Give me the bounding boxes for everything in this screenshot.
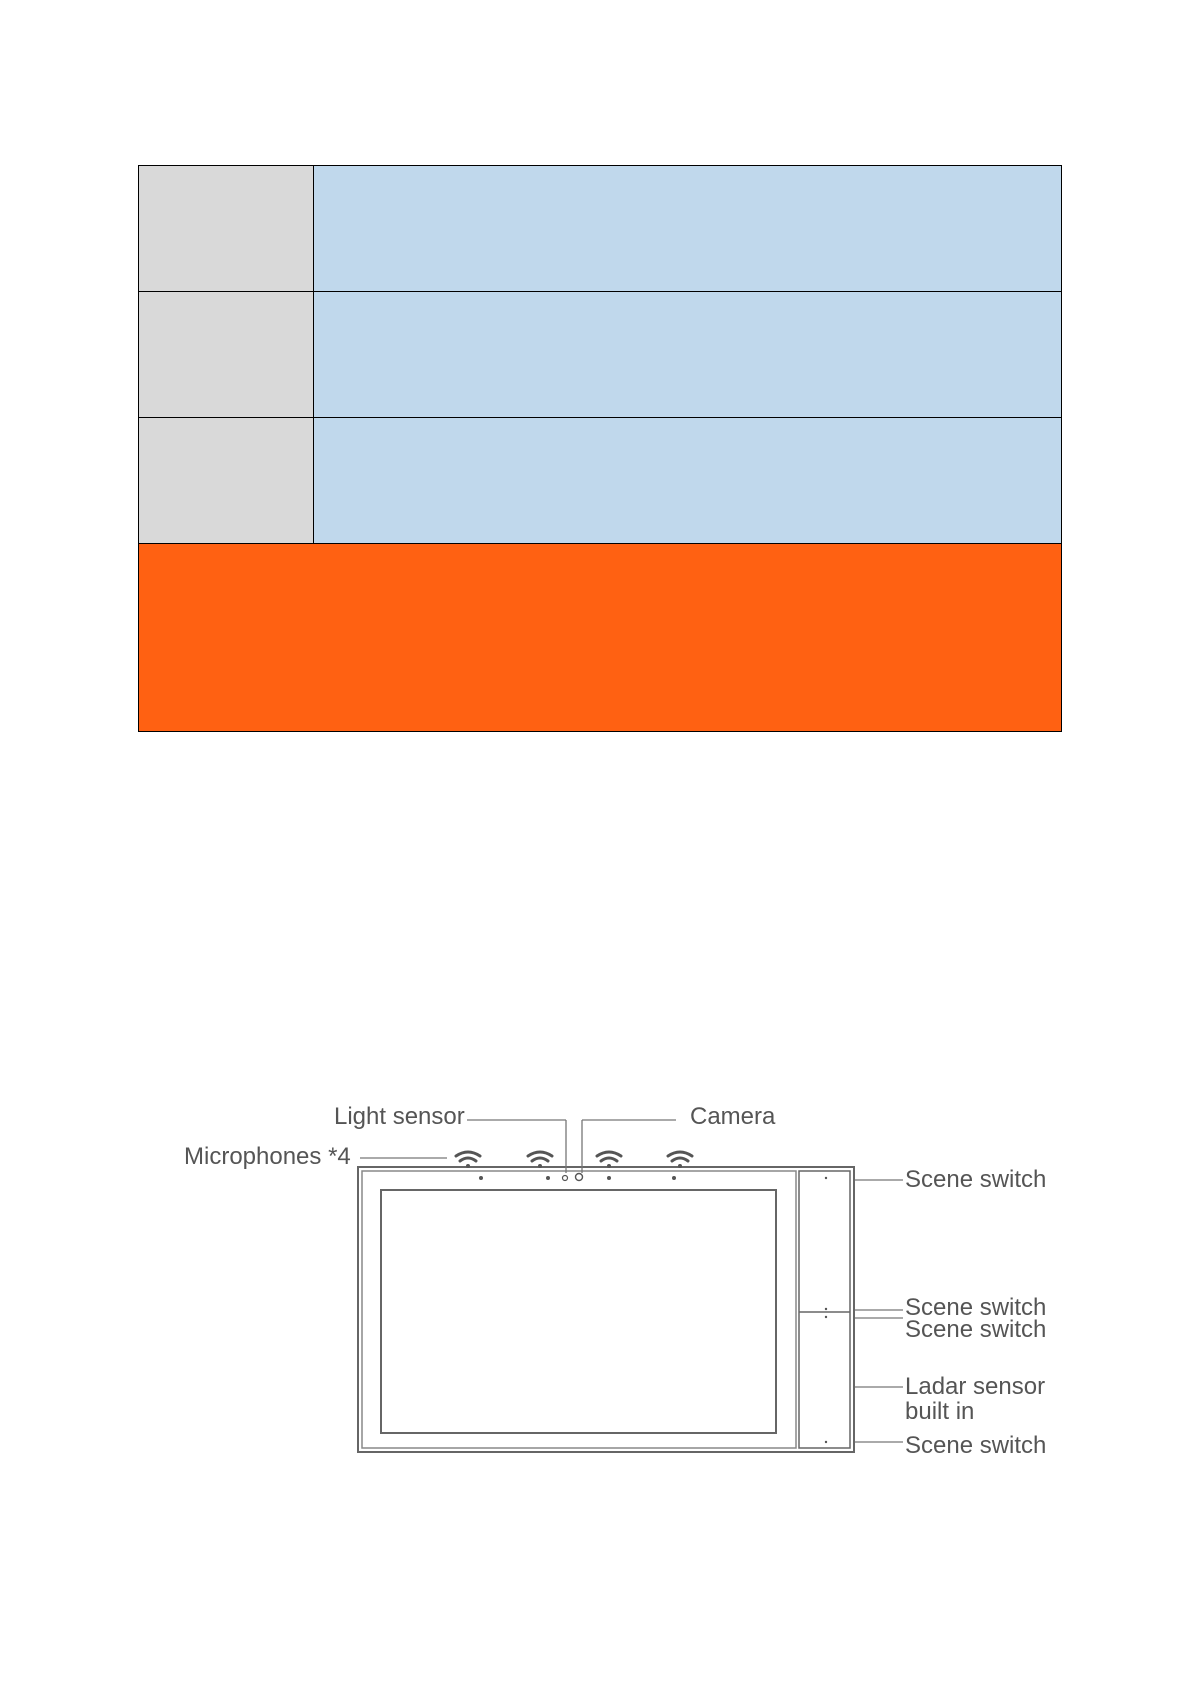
spec-row-value bbox=[314, 292, 1061, 417]
warning-banner bbox=[139, 544, 1061, 731]
camera-label: Camera bbox=[690, 1103, 776, 1130]
ladar-sensor-label: Ladar sensor bbox=[905, 1373, 1046, 1400]
light-sensor-dot bbox=[563, 1176, 568, 1181]
scene-switch-label: Scene switch bbox=[905, 1316, 1047, 1343]
microphone-dot bbox=[546, 1176, 550, 1180]
spec-row bbox=[139, 418, 1061, 544]
microphone-dot bbox=[607, 1176, 611, 1180]
microphone-wave-icon bbox=[528, 1152, 552, 1168]
light-sensor-label: Light sensor bbox=[334, 1103, 465, 1130]
spec-row bbox=[139, 292, 1061, 418]
scene-switch-dot bbox=[825, 1441, 827, 1443]
spec-row bbox=[139, 166, 1061, 292]
scene-switch-dot bbox=[825, 1308, 827, 1310]
spec-row-value bbox=[314, 166, 1061, 291]
scene-switch-label: Scene switch bbox=[905, 1294, 1047, 1321]
spec-table bbox=[138, 165, 1062, 732]
scene-switch-label: Scene switch bbox=[905, 1166, 1047, 1193]
microphones-label: Microphones *4 bbox=[184, 1143, 351, 1170]
device-inner-frame bbox=[362, 1171, 796, 1448]
spec-row-label bbox=[139, 418, 314, 543]
scene-switch-label: Scene switch bbox=[905, 1432, 1047, 1459]
scene-switch-dot bbox=[825, 1177, 827, 1179]
screen bbox=[381, 1190, 776, 1433]
side-panel bbox=[799, 1171, 850, 1448]
microphone-wave-icon bbox=[668, 1152, 692, 1168]
microphone-dot bbox=[672, 1176, 676, 1180]
microphone-wave-icon bbox=[597, 1152, 621, 1168]
device-outer-frame bbox=[358, 1167, 854, 1452]
microphone-dot bbox=[479, 1176, 483, 1180]
scene-switch-dot bbox=[825, 1316, 827, 1318]
spec-row-label bbox=[139, 166, 314, 291]
microphone-wave-icon bbox=[456, 1152, 480, 1168]
camera-dot bbox=[576, 1174, 583, 1181]
ladar-sensor-label-line2: built in bbox=[905, 1398, 975, 1425]
spec-row-value bbox=[314, 418, 1061, 543]
spec-row-label bbox=[139, 292, 314, 417]
